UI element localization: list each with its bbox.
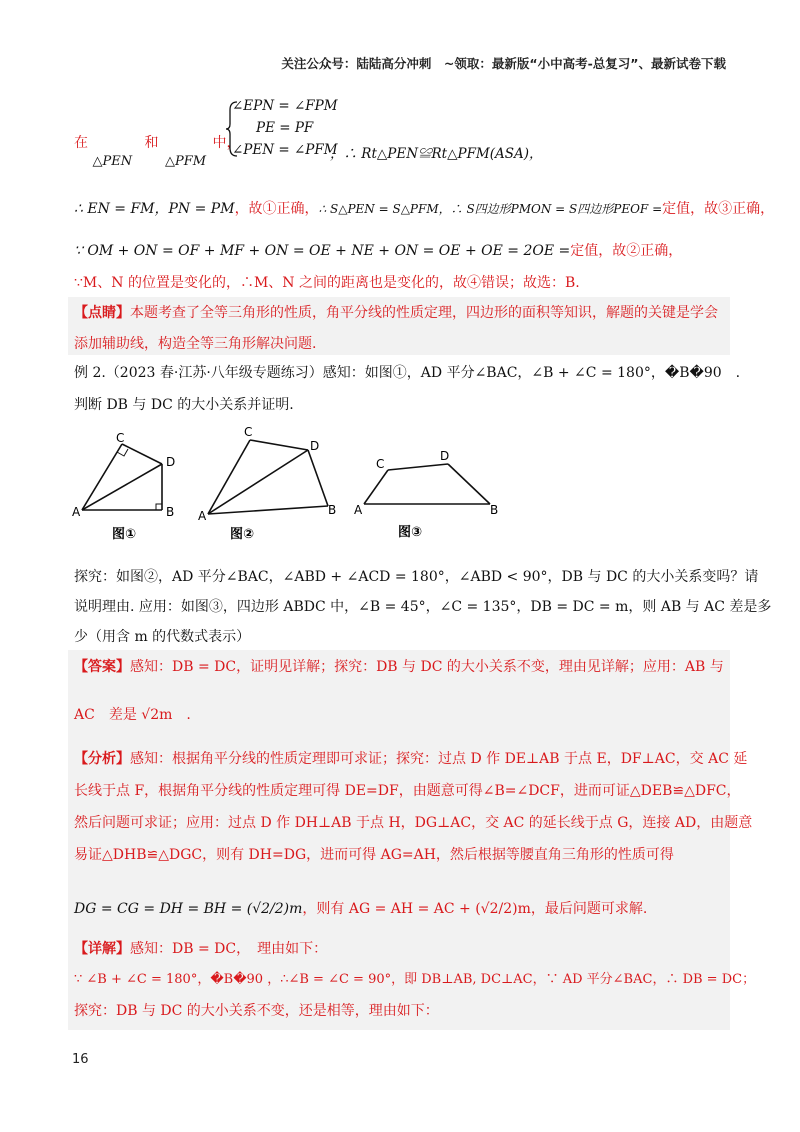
triangle-pen: △PEN (92, 154, 133, 169)
analysis-line-5 (74, 898, 647, 918)
fig3-label-b: B (490, 503, 499, 517)
fig1-label-a: A (72, 505, 81, 519)
system-eq-3: ∠PEN = ∠PFM (232, 142, 338, 158)
fig1-label-b: B (166, 505, 175, 519)
text-correct-1: ，故①正确， (234, 201, 319, 217)
analysis-line-4: 易证△DHB≌△DGC，则有 DH=DG，进而可得 AG=AH，然后根据等腰直角三角形的性质可得 (74, 847, 674, 863)
detail-line-2: ∵ ∠B + ∠C = 180°，�B�90 ，∴∠B = ∠C = 90°，即 DB⊥AB, DC⊥AC，∵ AD 平分∠BAC，∴ DB = DC； (74, 972, 756, 987)
fig2-label-a: A (198, 509, 207, 523)
analysis-line-1 (74, 748, 747, 768)
proof-line-1 (74, 132, 241, 169)
fig2-label-d: D (310, 439, 320, 453)
answer-text-1: 感知：DB = DC，证明见详解；探究：DB 与 DC 的大小关系不变，理由见详解；应用：AB 与 (130, 659, 724, 675)
proof-line-3 (74, 240, 682, 260)
system-conclusion: ，∴ Rt△PEN≌Rt△PFM(ASA)， (330, 146, 543, 162)
geometry-figures (70, 422, 520, 552)
analysis-line-2: 长线于点 F，根据角平分线的性质定理可得 DE=DF，由题意可得∠B=∠DCF，进而可证△DEB≌△DFC， (74, 783, 741, 799)
fig2-caption: 图② (230, 527, 255, 542)
text-he: 和 (144, 135, 159, 151)
detail-line-1 (74, 938, 327, 958)
example-line-1: 例 2.（2023 春·江苏·八年级专题练习）感知：如图①，AD 平分∠BAC，∠B + ∠C = 180°，�B�90 . (74, 365, 741, 381)
text-correct-3: 定值，故③正确， (662, 201, 775, 217)
proof-line-4: ∵M、N 的位置是变化的，∴M、N 之间的距离也是变化的，故④错误；故选：B. (74, 275, 580, 291)
analysis-line-3: 然后问题可求证；应用：过点 D 作 DH⊥AB 于点 H，DG⊥AC，交 AC 的延长线于点 G，连接 AD，由题意 (74, 815, 753, 831)
fig2-label-c: C (244, 425, 253, 439)
figure-1 (82, 444, 162, 510)
explore-line-3: 少（用含 m 的代数式表示） (74, 629, 251, 645)
fig3-label-d: D (440, 449, 450, 463)
answer-line-2: AC 差是 √2m . (74, 707, 191, 723)
system-eq-2: PE = PF (256, 120, 314, 136)
page-number: 16 (72, 1052, 89, 1067)
fig3-label-c: C (376, 457, 385, 471)
fig1-label-c: C (116, 431, 125, 445)
fig1-label-d: D (166, 455, 176, 469)
explore-line-2: 说明理由. 应用：如图③，四边形 ABDC 中，∠B = 45°，∠C = 135°，DB = DC = m，则 AB 与 AC 差是多 (74, 599, 772, 615)
triangle-pfm: △PFM (164, 154, 207, 169)
fig1-caption: 图① (112, 527, 137, 542)
dianjing-line-2: 添加辅助线，构造全等三角形解决问题. (74, 336, 317, 352)
math-om-on: ∵ OM + ON = OF + MF + ON = OE + NE + ON = OE + OE = 2OE = (74, 243, 571, 259)
math-quad-area: ，∴ S四边形PMON = S四边形PEOF = (438, 202, 663, 216)
dianjing-text-1: 本题考查了全等三角形的性质，角平分线的性质定理，四边形的面积等知识，解题的关键是学会 (130, 305, 718, 321)
analysis-label: 【分析】 (74, 751, 130, 767)
analysis-text-5b: ，最后问题可求解. (530, 901, 648, 917)
math-dg-eq: DG = CG = DH = BH = (√2/2)m (74, 901, 303, 917)
analysis-text-5a: ，则有 AG = AH = AC + (√2/2)m (302, 901, 531, 917)
proof-line-2 (74, 198, 774, 218)
answer-line-1 (74, 656, 724, 676)
text-zhong: 中， (212, 135, 241, 151)
dianjing-label: 【点睛】 (74, 305, 130, 321)
answer-label: 【答案】 (74, 659, 130, 675)
explore-line-1: 探究：如图②，AD 平分∠BAC，∠ABD + ∠ACD = 180°，∠ABD < 90°，DB 与 DC 的大小关系变吗？请 (74, 569, 759, 585)
math-area-eq: ∴ S△PEN = S△PFM (318, 202, 439, 216)
fig3-label-a: A (354, 503, 363, 517)
dianjing-line-1 (74, 302, 718, 322)
page-header: 关注公众号：陆陆高分冲刺 ~领取：最新版“小中高考-总复习”、最新试卷下载 (281, 56, 726, 71)
detail-line-3: 探究：DB 与 DC 的大小关系不变，还是相等，理由如下： (74, 1003, 439, 1019)
fig3-caption: 图③ (398, 525, 423, 540)
math-en-fm: ∴ EN = FM，PN = PM (74, 201, 235, 217)
text-zai: 在 (74, 135, 88, 151)
detail-text-1: 感知：DB = DC， 理由如下： (130, 941, 328, 957)
example-line-2: 判断 DB 与 DC 的大小关系并证明. (74, 397, 294, 413)
analysis-text-1: 感知：根据角平分线的性质定理即可求证；探究：过点 D 作 DE⊥AB 于点 E，DF⊥AC，交 AC 延 (130, 751, 748, 767)
system-eq-1: ∠EPN = ∠FPM (232, 98, 338, 114)
text-correct-2: 定值，故②正确， (570, 243, 683, 259)
detail-label: 【详解】 (74, 941, 130, 957)
fig2-label-b: B (328, 503, 337, 517)
